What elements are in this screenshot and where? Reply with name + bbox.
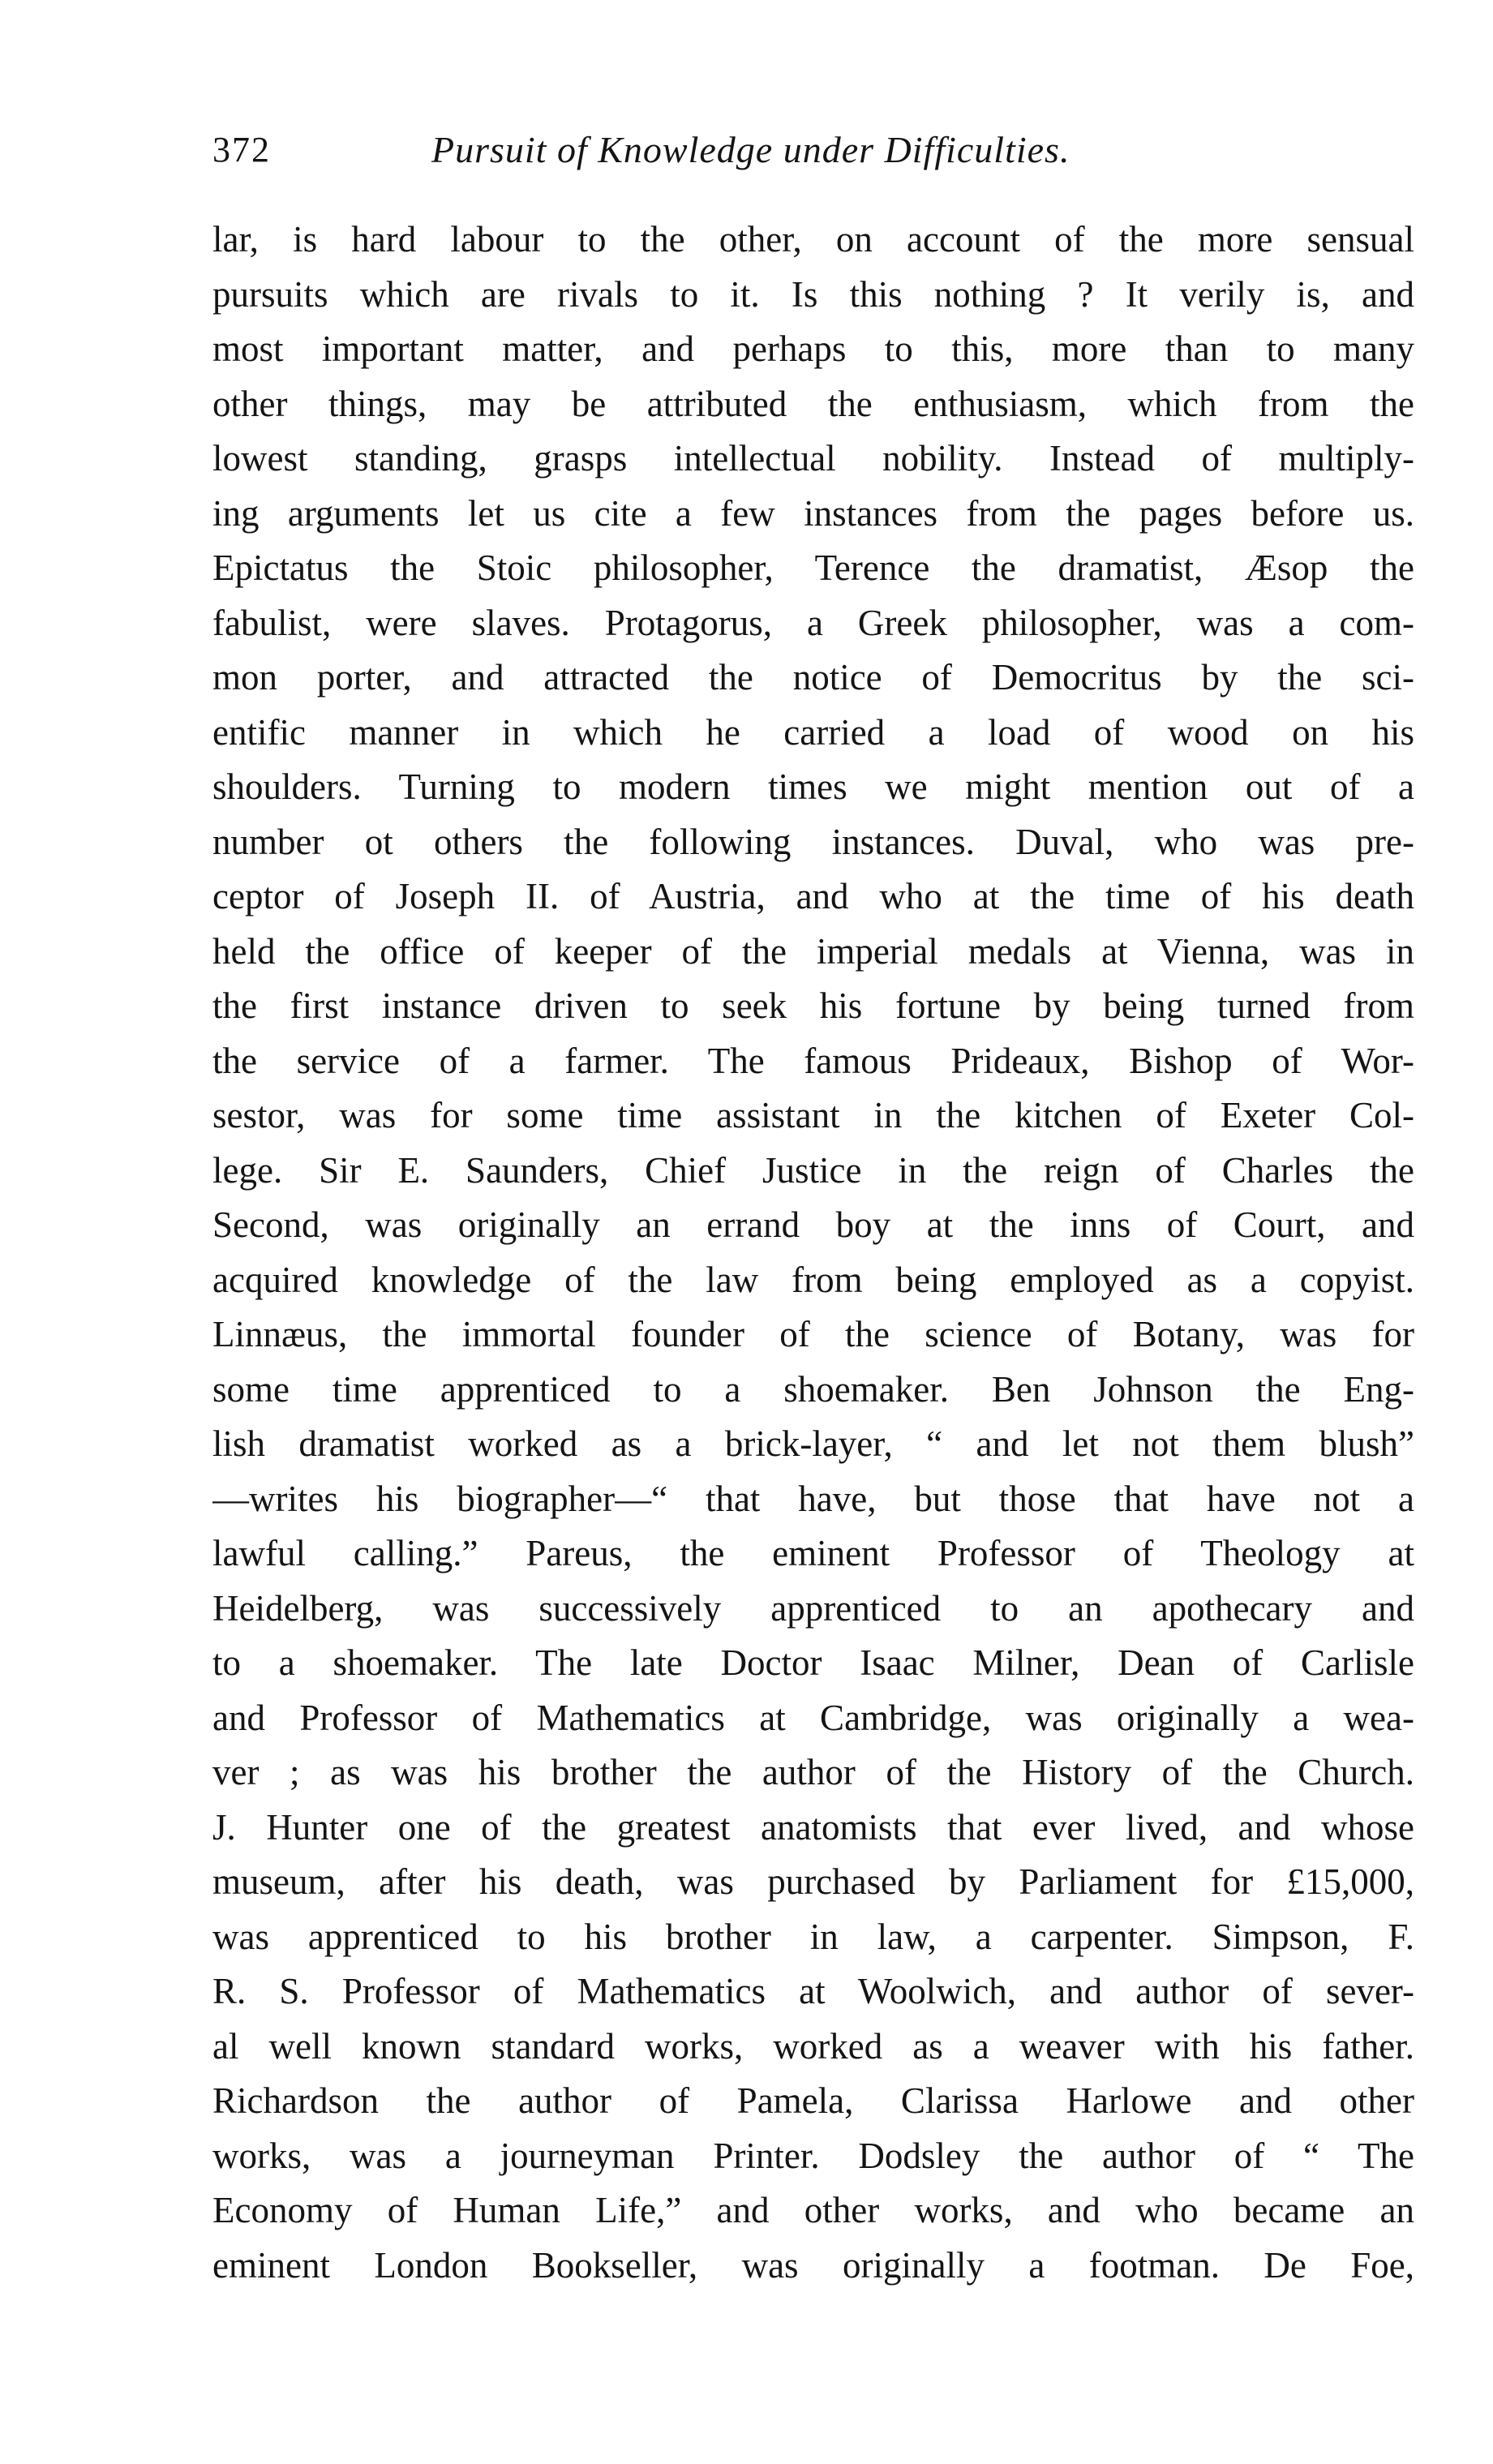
text-line: some time apprenticed to a shoemaker. Ben Johnson the Eng- bbox=[212, 1368, 1414, 1410]
text-line: shoulders. Turning to modern times we might mention out of a bbox=[212, 766, 1414, 807]
text-line: works, was a journeyman Printer. Dodsley the author of “ The bbox=[212, 2135, 1414, 2176]
text-line: the service of a farmer. The famous Prideaux, Bishop of Wor- bbox=[212, 1040, 1414, 1081]
text-line: mon porter, and attracted the notice of Democritus by the sci- bbox=[212, 657, 1414, 698]
running-title: Pursuit of Knowledge under Difficulties. bbox=[431, 129, 1070, 170]
text-line: Second, was originally an errand boy at the inns of Court, and bbox=[212, 1204, 1414, 1245]
text-line: was apprenticed to his brother in law, a carpenter. Simpson, F. bbox=[212, 1916, 1414, 1957]
text-line: held the office of keeper of the imperial medals at Vienna, was in bbox=[212, 930, 1414, 972]
body-text bbox=[212, 212, 1414, 2293]
text-line: Epictatus the Stoic philosopher, Terence the dramatist, Æsop the bbox=[212, 547, 1414, 588]
text-line: other things, may be attributed the enthusiasm, which from the bbox=[212, 383, 1414, 424]
text-line: lar, is hard labour to the other, on account of the more sensual bbox=[212, 219, 1414, 260]
text-line: most important matter, and perhaps to this, more than to many bbox=[212, 328, 1414, 369]
text-line: ceptor of Joseph II. of Austria, and who at the time of his death bbox=[212, 876, 1414, 916]
text-line: acquired knowledge of the law from being employed as a copyist. bbox=[212, 1259, 1414, 1300]
text-line: al well known standard works, worked as a weaver with his father. bbox=[212, 2025, 1414, 2067]
text-line: R. S. Professor of Mathematics at Woolwich, and author of sever- bbox=[212, 1971, 1414, 2011]
text-line: ing arguments let us cite a few instances from the pages before us. bbox=[212, 492, 1414, 534]
text-line: to a shoemaker. The late Doctor Isaac Milner, Dean of Carlisle bbox=[212, 1642, 1414, 1683]
text-line: —writes his biographer—“ that have, but those that have not a bbox=[212, 1478, 1414, 1519]
text-line: ver ; as was his brother the author of the History of the Church. bbox=[212, 1752, 1414, 1792]
text-line: Economy of Human Life,” and other works, and who became an bbox=[212, 2190, 1414, 2230]
text-line: the first instance driven to seek his fortune by being turned from bbox=[212, 985, 1414, 1026]
text-line: museum, after his death, was purchased by Parliament for £15,000, bbox=[212, 1861, 1414, 1902]
text-line: sestor, was for some time assistant in the kitchen of Exeter Col- bbox=[212, 1095, 1414, 1135]
text-line: Linnæus, the immortal founder of the science of Botany, was for bbox=[212, 1314, 1414, 1354]
text-line: lowest standing, grasps intellectual nobility. Instead of multiply- bbox=[212, 438, 1414, 479]
text-line: Heidelberg, was successively apprenticed to an apothecary and bbox=[212, 1587, 1414, 1629]
page-number: 372 bbox=[212, 130, 271, 170]
text-line: lawful calling.” Pareus, the eminent Professor of Theology at bbox=[212, 1533, 1414, 1573]
text-line: and Professor of Mathematics at Cambridge, was originally a wea- bbox=[212, 1697, 1414, 1738]
running-head bbox=[212, 122, 1414, 178]
text-line: fabulist, were slaves. Protagorus, a Greek philosopher, was a com- bbox=[212, 602, 1414, 643]
text-line: entific manner in which he carried a load of wood on his bbox=[212, 711, 1414, 753]
text-line: pursuits which are rivals to it. Is this nothing ? It verily is, and bbox=[212, 273, 1414, 315]
text-line: lish dramatist worked as a brick-layer, “ and let not them blush” bbox=[212, 1423, 1414, 1464]
text-line: J. Hunter one of the greatest anatomists that ever lived, and whose bbox=[212, 1806, 1414, 1848]
text-line: lege. Sir E. Saunders, Chief Justice in the reign of Charles the bbox=[212, 1149, 1414, 1191]
text-line: number ot others the following instances. Duval, who was pre- bbox=[212, 821, 1414, 862]
text-line: Richardson the author of Pamela, Clarissa Harlowe and other bbox=[212, 2080, 1414, 2121]
text-line: eminent London Bookseller, was originally a footman. De Foe, bbox=[212, 2244, 1414, 2286]
